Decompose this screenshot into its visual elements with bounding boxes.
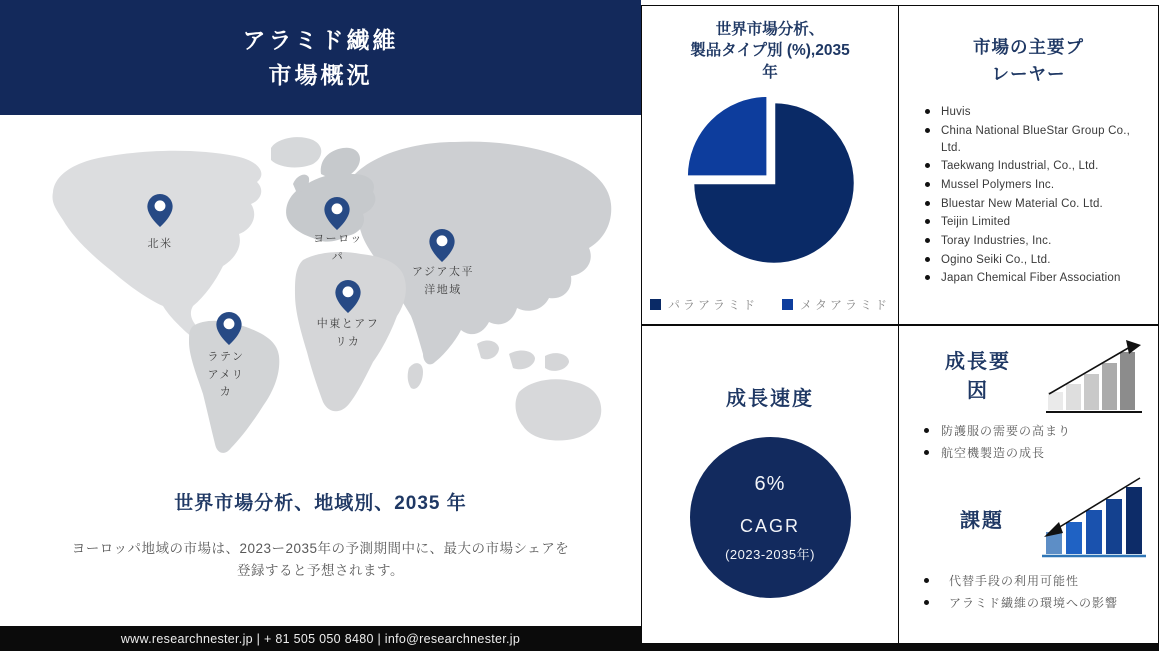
key-players-list-entry: Bluestar New Material Co. Ltd.: [941, 196, 1146, 213]
pin-icon: [147, 194, 173, 227]
map-pin-middle-east-africa: [335, 280, 361, 313]
pie-chart-title-entry: 年: [762, 63, 778, 81]
legend-item-para-aramid: [650, 296, 758, 313]
product-type-pie-panel: [641, 5, 899, 325]
growth-factors-list-entry: 航空機製造の成長: [941, 444, 1141, 463]
challenges-list-entry: アラミド繊維の環境への影響: [949, 594, 1119, 613]
pie-slice-1: [687, 96, 768, 177]
regional-analysis-heading: 世界市場分析、地域別、2035 年: [174, 493, 467, 514]
key-players-list-entry: Huvis: [941, 104, 1146, 121]
island-sea-1: [477, 341, 499, 360]
world-map: [25, 130, 620, 470]
map-pin-europe: [324, 197, 350, 230]
continent-asia: [353, 142, 612, 365]
pin-icon: [216, 312, 242, 345]
pie-legend: [642, 296, 898, 313]
key-players-list-entry: Japan Chemical Fiber Association: [941, 270, 1146, 287]
cagr-value: 6%: [754, 473, 786, 495]
legend-swatch-para-aramid: [650, 299, 661, 310]
key-players-title: [899, 34, 1158, 88]
legend-label-meta-aramid: メタアラミド: [800, 298, 891, 312]
pin-icon: [324, 197, 350, 230]
key-players-list: [941, 104, 1146, 287]
bottom-black-strip: [641, 644, 1159, 651]
growth-factors-title-entry: 成長要: [945, 351, 1011, 373]
challenges-list-entry: 代替手段の利用可能性: [949, 572, 1119, 591]
map-label-middle-east-africa: 中東とアフリカ: [316, 318, 380, 348]
contact-footer-bar: [0, 626, 641, 651]
key-players-title-entry: レーヤー: [991, 64, 1066, 85]
growth-factors-title: [923, 348, 1033, 406]
map-label-europe: ヨーロッパ: [313, 233, 363, 263]
growth-factors-title-entry: 因: [967, 380, 989, 402]
growth-factors-list-entry: 防護服の需要の高まり: [941, 422, 1141, 441]
legend-swatch-meta-aramid: [782, 299, 793, 310]
cagr-period: (2023-2035年): [725, 547, 815, 562]
key-players-list-entry: Teijin Limited: [941, 214, 1146, 231]
report-title-banner: [0, 0, 641, 115]
pie-chart-title-entry: 製品タイプ別 (%),2035: [690, 42, 850, 60]
continent-australia: [516, 379, 602, 440]
growth-rate-title: 成長速度: [726, 388, 814, 410]
contact-footer-text: www.researchnester.jp | + 81 505 050 8480 | info@researchnester.jp: [120, 631, 521, 646]
challenges-list: [949, 572, 1119, 615]
island-sea-3: [545, 353, 569, 371]
map-pin-asia-pacific: [429, 229, 455, 262]
map-label-latin-america: ラテンアメリカ: [207, 351, 245, 399]
pie-chart: [660, 84, 890, 280]
island-madagascar: [408, 363, 423, 389]
rising-bar-chart-icon: [1046, 338, 1142, 418]
key-players-list-entry: Taekwang Industrial, Co., Ltd.: [941, 158, 1146, 175]
growth-factors-list: [941, 422, 1141, 465]
challenges-title: 課題: [960, 510, 1004, 532]
growth-rate-panel: [641, 325, 899, 644]
key-players-list-entry: Mussel Polymers Inc.: [941, 177, 1146, 194]
key-players-list-entry: Ogino Seiki Co., Ltd.: [941, 252, 1146, 269]
regional-analysis-description: ヨーロッパ地域の市場は、2023ー2035年の予測期間中に、最大の市場シェアを登録すると予想されます。: [71, 541, 570, 579]
map-label-north-america: 北米: [147, 238, 173, 250]
declining-arrow-bar-chart-icon: [1040, 472, 1146, 562]
cagr-circle: [690, 437, 851, 598]
insights-panel: [898, 325, 1159, 644]
pie-chart-title: [642, 19, 898, 83]
pie-chart-title-entry: 世界市場分析、: [715, 21, 825, 38]
key-players-title-entry: 市場の主要プ: [973, 37, 1084, 57]
island-sea-2: [509, 351, 535, 370]
map-label-asia-pacific: アジア太平洋地域: [411, 266, 475, 296]
report-title-banner-entry: アラミド繊維: [242, 27, 399, 53]
continent-greenland: [271, 137, 321, 167]
map-pin-latin-america: [216, 312, 242, 345]
legend-item-meta-aramid: [782, 296, 890, 313]
key-players-list-entry: Toray Industries, Inc.: [941, 233, 1146, 250]
legend-label-para-aramid: パラアラミド: [667, 298, 758, 312]
cagr-metric: CAGR: [739, 516, 800, 536]
report-title-banner-entry: 市場概況: [268, 61, 373, 88]
key-players-list-entry: China National BlueStar Group Co., Ltd.: [941, 123, 1146, 156]
map-pin-north-america: [147, 194, 173, 227]
pin-icon: [429, 229, 455, 262]
key-players-panel: [898, 5, 1159, 325]
pin-icon: [335, 280, 361, 313]
